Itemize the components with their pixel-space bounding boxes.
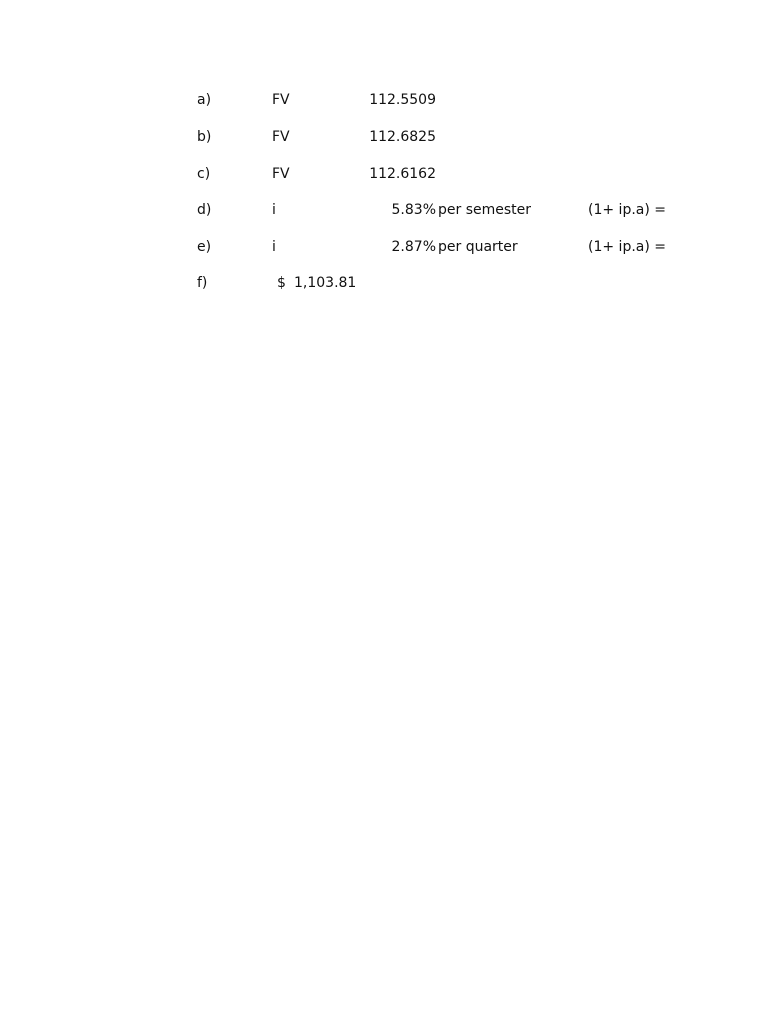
row-d (0, 200, 768, 220)
row-b (0, 127, 768, 147)
period-unit: per semester (438, 202, 532, 218)
row-e (0, 237, 768, 257)
currency-symbol: $ (277, 275, 286, 291)
formula-cell: (1+ ip.a) = (588, 202, 666, 218)
period-unit: per quarter (438, 239, 518, 255)
row-label: f) (197, 275, 208, 291)
rate-cell: 5.83% (391, 202, 436, 218)
value-cell: 112.5509 (369, 92, 436, 108)
value-cell: 112.6162 (369, 166, 436, 182)
variable-name: FV (272, 129, 290, 145)
variable-name: i (272, 202, 276, 218)
row-label: c) (197, 166, 211, 182)
row-label: d) (197, 202, 212, 218)
row-f (0, 273, 768, 293)
value-cell: 112.6825 (369, 129, 436, 145)
row-label: a) (197, 92, 212, 108)
row-label: e) (197, 239, 212, 255)
rate-cell: 2.87% (391, 239, 436, 255)
variable-name: FV (272, 166, 290, 182)
row-c (0, 164, 768, 184)
formula-cell: (1+ ip.a) = (588, 239, 666, 255)
row-a (0, 90, 768, 110)
amount-cell: 1,103.81 (294, 275, 357, 291)
variable-name: i (272, 239, 276, 255)
row-label: b) (197, 129, 212, 145)
variable-name: FV (272, 92, 290, 108)
